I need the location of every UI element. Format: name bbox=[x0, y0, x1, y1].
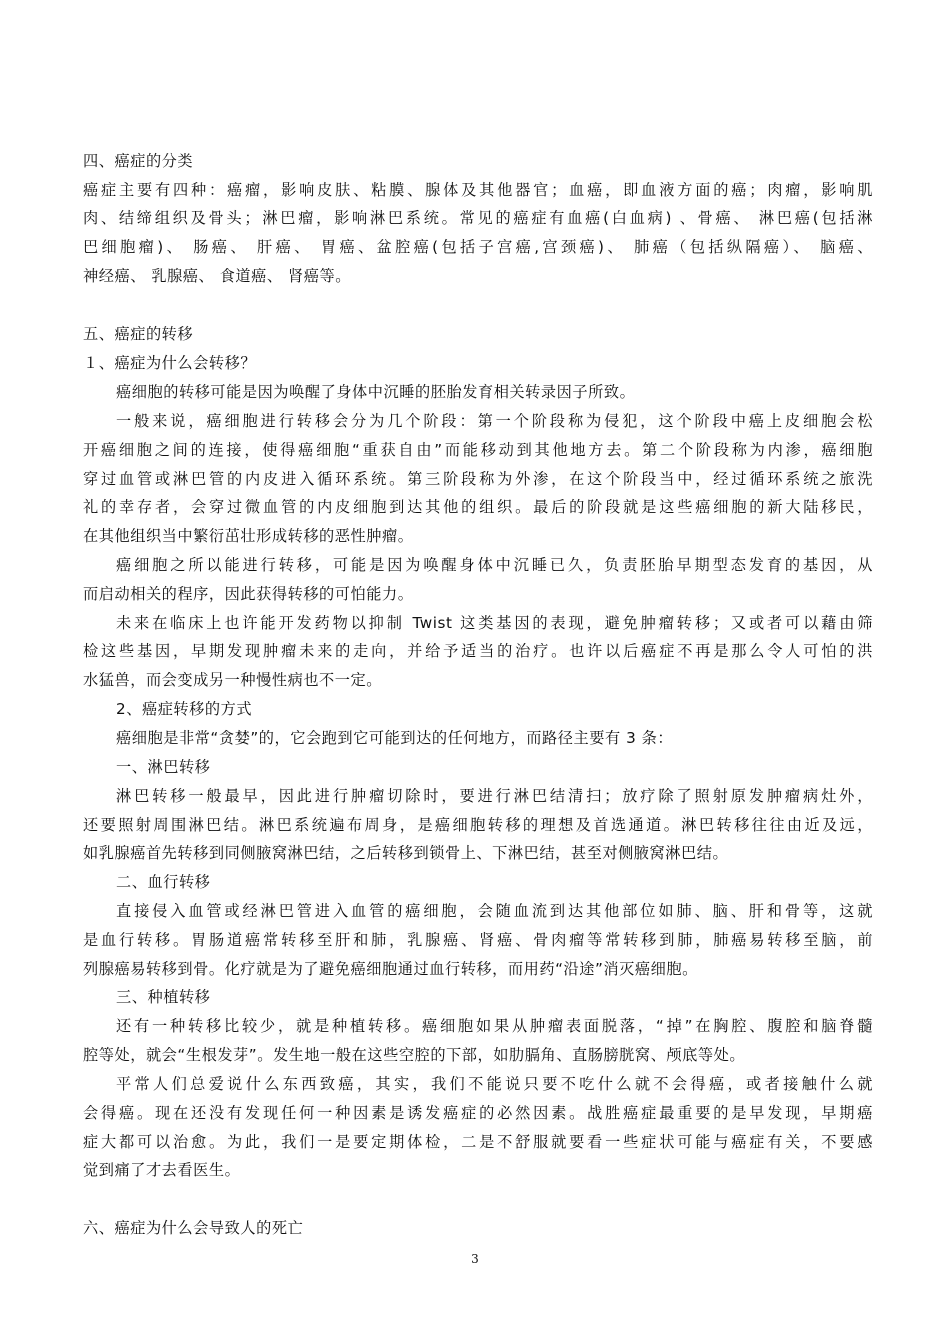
paragraph-line: 神经癌、 乳腺癌、 食道癌、 肾癌等。 bbox=[83, 267, 351, 285]
paragraph-line: 在其他组织当中繁衍茁壮形成转移的恶性肿瘤。 bbox=[83, 527, 414, 545]
paragraph-line: 觉到痛了才去看医生。 bbox=[83, 1161, 241, 1179]
section-heading-metastasis: 五、癌症的转移 bbox=[83, 325, 194, 343]
paragraph-line: 直接侵入血管或经淋巴管进入血管的癌细胞，会随血流到达其他部位如肺、脑、肝和骨等，这就 bbox=[116, 902, 873, 920]
subheading-hematogenous: 二、血行转移 bbox=[116, 873, 211, 891]
section-heading-classification: 四、癌症的分类 bbox=[83, 152, 194, 170]
paragraph-line: 癌细胞之所以能进行转移，可能是因为唤醒身体中沉睡已久，负责胚胎早期型态发育的基因，从 bbox=[116, 556, 873, 574]
paragraph-line: 列腺癌易转移到骨。化疗就是为了避免癌细胞通过血行转移，而用药“沿途”消灭癌细胞。 bbox=[83, 960, 698, 978]
paragraph-line: 症大都可以治愈。为此，我们一是要定期体检，二是不舒服就要看一些症状可能与癌症有关，不要感 bbox=[83, 1133, 873, 1151]
paragraph-line: 未来在临床上也许能开发药物以抑制 Twist 这类基因的表现，避免肿瘤转移；又或者可以藉由筛 bbox=[116, 614, 873, 632]
paragraph-line: 水猛兽，而会变成另一种慢性病也不一定。 bbox=[83, 671, 383, 689]
paragraph-line: 癌细胞是非常“贪婪”的，它会跑到它可能到达的任何地方，而路径主要有 3 条： bbox=[116, 729, 674, 747]
paragraph-line: 会得癌。现在还没有发现任何一种因素是诱发癌症的必然因素。战胜癌症最重要的是早发现，早期癌 bbox=[83, 1104, 873, 1122]
page-number: 3 bbox=[471, 1252, 479, 1266]
paragraph-line: 如乳腺癌首先转移到同侧腋窝淋巴结，之后转移到锁骨上、下淋巴结，甚至对侧腋窝淋巴结。 bbox=[83, 844, 729, 862]
paragraph-line: 癌细胞的转移可能是因为唤醒了身体中沉睡的胚胎发育相关转录因子所致。 bbox=[116, 383, 636, 401]
subheading-implantation: 三、种植转移 bbox=[116, 988, 211, 1006]
paragraph-line: 淋巴转移一般最早，因此进行肿瘤切除时，要进行淋巴结清扫；放疗除了照射原发肿瘤病灶外， bbox=[116, 787, 873, 805]
paragraph-line: 开癌细胞之间的连接，使得癌细胞“重获自由”而能移动到其他地方去。第二个阶段称为内渗，癌细胞 bbox=[83, 441, 873, 459]
paragraph-line: 是血行转移。胃肠道癌常转移至肝和肺，乳腺癌、肾癌、骨肉瘤等常转移到肺，肺癌易转移至脑，前 bbox=[83, 931, 873, 949]
paragraph-line: 而启动相关的程序，因此获得转移的可怕能力。 bbox=[83, 585, 414, 603]
paragraph-line: 穿过血管或淋巴管的内皮进入循环系统。第三阶段称为外渗，在这个阶段当中，经过循环系统之旅洗 bbox=[83, 470, 873, 488]
paragraph-line: 肉、结缔组织及骨头；淋巴瘤，影响淋巴系统。常见的癌症有血癌(白血病) 、骨癌、 淋巴癌(包括淋 bbox=[83, 209, 873, 227]
paragraph-line: 礼的幸存者，会穿过微血管的内皮细胞到达其他的组织。最后的阶段就是这些癌细胞的新大陆移民， bbox=[83, 498, 873, 516]
paragraph-line: 癌症主要有四种：癌瘤，影响皮肤、粘膜、腺体及其他器官；血癌，即血液方面的癌；肉瘤，影响肌 bbox=[83, 181, 873, 199]
paragraph-line: 检这些基因，早期发现肿瘤未来的走向，并给予适当的治疗。也许以后癌症不再是那么令人可怕的洪 bbox=[83, 642, 873, 660]
paragraph-line: 还要照射周围淋巴结。淋巴系统遍布周身，是癌细胞转移的理想及首选通道。淋巴转移往往由近及远， bbox=[83, 816, 873, 834]
subheading-metastasis-routes: 2、癌症转移的方式 bbox=[116, 700, 253, 718]
subheading-why-metastasize: １、癌症为什么会转移？ bbox=[83, 354, 257, 372]
paragraph-line: 一般来说，癌细胞进行转移会分为几个阶段：第一个阶段称为侵犯，这个阶段中癌上皮细胞会松 bbox=[116, 412, 873, 430]
paragraph-line: 腔等处，就会“生根发芽”。发生地一般在这些空腔的下部，如肋膈角、直肠膀胱窝、颅底等处。 bbox=[83, 1046, 746, 1064]
section-heading-death: 六、癌症为什么会导致人的死亡 bbox=[83, 1219, 304, 1237]
paragraph-line: 还有一种转移比较少，就是种植转移。癌细胞如果从肿瘤表面脱落，“掉”在胸腔、腹腔和脑脊髓 bbox=[116, 1017, 873, 1035]
paragraph-line: 巴细胞瘤)、 肠癌、 肝癌、 胃癌、盆腔癌(包括子宫癌,宫颈癌)、 肺癌（包括纵隔癌）、 脑癌、 bbox=[83, 238, 873, 256]
subheading-lymphatic: 一、淋巴转移 bbox=[116, 758, 211, 776]
paragraph-line: 平常人们总爱说什么东西致癌，其实，我们不能说只要不吃什么就不会得癌，或者接触什么就 bbox=[116, 1075, 873, 1093]
